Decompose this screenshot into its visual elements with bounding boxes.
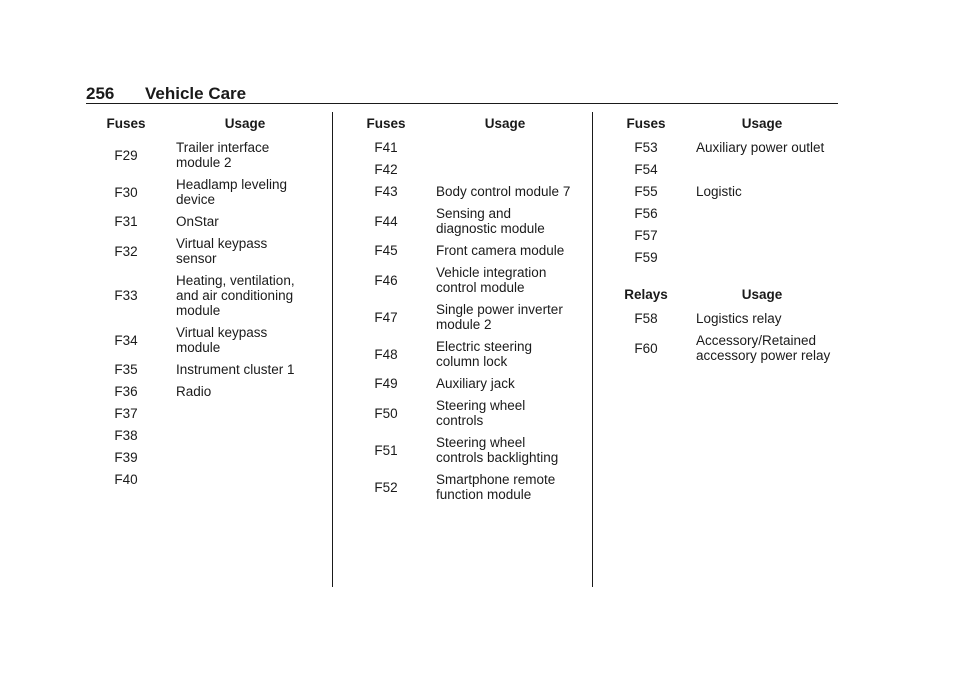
fuse-code: F31: [114, 214, 138, 229]
fuse-usage: [426, 137, 584, 159]
usage-line: accessory power relay: [696, 348, 831, 363]
usage-line: Trailer interface: [176, 140, 270, 155]
fuse-usage: [166, 211, 324, 233]
fuse-usage: [686, 247, 838, 269]
fuse-usage: [166, 469, 324, 491]
fuse-column-3: [606, 112, 838, 367]
fuse-code: F33: [114, 288, 138, 303]
fuse-code: F29: [114, 147, 138, 163]
usage-line: module 2: [176, 155, 232, 170]
table-header-row: [346, 112, 584, 137]
usage-line: Sensing and: [436, 206, 512, 221]
fuse-column-2: [346, 112, 584, 506]
fuse-usage: [166, 137, 324, 174]
usage-line: Radio: [176, 384, 212, 399]
table-row: [606, 308, 838, 330]
fuse-code: F56: [634, 206, 658, 221]
table-header-row: [606, 283, 838, 308]
fuse-code: F59: [634, 250, 658, 265]
table-row: [86, 469, 324, 491]
table-header-row: [86, 112, 324, 137]
fuse-usage: [686, 225, 838, 247]
fuse-usage: [426, 262, 584, 299]
usage-line: device: [176, 192, 216, 207]
fuse-code: F40: [114, 472, 138, 487]
usage-line: Single power inverter: [436, 302, 563, 317]
fuse-usage: [166, 381, 324, 403]
table-row: [86, 425, 324, 447]
page-number: 256: [86, 84, 115, 103]
table-row: [86, 359, 324, 381]
table-row: [86, 137, 324, 174]
usage-line: controls backlighting: [436, 450, 559, 465]
usage-line: Logistic: [696, 184, 742, 199]
usage-line: and air conditioning: [176, 288, 294, 303]
fuse-code: F34: [114, 332, 138, 348]
fuse-usage: [166, 174, 324, 211]
fuse-table: [86, 112, 324, 491]
table-row: [86, 233, 324, 270]
fuse-code: F50: [374, 405, 398, 421]
fuse-code: F36: [114, 384, 138, 399]
column-header-usage: Usage: [224, 116, 266, 131]
fuse-usage: [166, 359, 324, 381]
fuse-code: F46: [374, 272, 398, 288]
table-row: [346, 373, 584, 395]
fuse-code: F37: [114, 406, 138, 421]
fuse-code: F57: [634, 228, 658, 243]
fuse-code: F45: [374, 243, 398, 258]
table-row: [606, 247, 838, 269]
table-row: [86, 174, 324, 211]
fuse-column-1: [86, 112, 324, 491]
fuse-usage: [426, 432, 584, 469]
table-header-row: [606, 112, 838, 137]
column-header-usage: Usage: [741, 116, 783, 131]
table-row: [606, 159, 838, 181]
usage-line: Body control module 7: [436, 184, 571, 199]
usage-line: module: [176, 303, 221, 318]
fuse-usage: [686, 308, 838, 330]
usage-line: Virtual keypass: [176, 325, 268, 340]
fuse-table: [346, 112, 584, 506]
fuse-usage: [166, 403, 324, 425]
usage-line: Virtual keypass: [176, 236, 268, 251]
fuse-code: F48: [374, 346, 398, 362]
fuse-usage: [686, 330, 838, 367]
usage-line: Vehicle integration: [436, 265, 547, 280]
usage-line: Steering wheel: [436, 435, 526, 450]
table-row: [86, 447, 324, 469]
column-header-usage: Usage: [741, 287, 783, 302]
fuse-usage: [426, 299, 584, 336]
fuse-usage: [686, 181, 838, 203]
usage-line: Electric steering: [436, 339, 533, 354]
usage-line: module 2: [436, 317, 492, 332]
fuse-usage: [166, 425, 324, 447]
usage-line: controls: [436, 413, 484, 428]
fuse-usage: [426, 395, 584, 432]
table-row: [86, 211, 324, 233]
usage-line: Auxiliary jack: [436, 376, 515, 391]
table-row: [346, 395, 584, 432]
fuse-usage: [166, 447, 324, 469]
table-row: [346, 159, 584, 181]
fuse-code: F42: [374, 162, 398, 177]
fuse-code: F53: [634, 140, 658, 155]
fuse-usage: [166, 233, 324, 270]
usage-line: control module: [436, 280, 525, 295]
fuse-usage: [426, 469, 584, 506]
header-divider: [86, 103, 838, 104]
table-row: [346, 137, 584, 159]
section-title: Vehicle Care: [145, 84, 247, 103]
column-divider: [592, 112, 593, 587]
column-divider: [332, 112, 333, 587]
usage-line: Steering wheel: [436, 398, 526, 413]
fuse-code: F43: [374, 184, 398, 199]
fuse-usage: [686, 203, 838, 225]
fuse-code: F39: [114, 450, 138, 465]
column-header-code: Relays: [624, 287, 668, 302]
table-row: [606, 203, 838, 225]
fuse-usage: [166, 270, 324, 322]
column-header-code: Fuses: [626, 116, 666, 131]
fuse-table: [606, 112, 838, 269]
fuse-usage: [426, 240, 584, 262]
fuse-code: F44: [374, 213, 398, 229]
table-row: [346, 203, 584, 240]
table-row: [86, 322, 324, 359]
table-row: [606, 330, 838, 367]
fuse-usage: [426, 373, 584, 395]
table-row: [606, 181, 838, 203]
column-header-usage: Usage: [484, 116, 526, 131]
fuse-usage: [426, 159, 584, 181]
table-row: [346, 336, 584, 373]
table-row: [346, 299, 584, 336]
table-row: [86, 270, 324, 322]
fuse-usage: [686, 159, 838, 181]
usage-line: Instrument cluster 1: [176, 362, 295, 377]
usage-line: function module: [436, 487, 532, 502]
table-row: [86, 381, 324, 403]
table-row: [606, 225, 838, 247]
table-row: [346, 469, 584, 506]
usage-line: Heating, ventilation,: [176, 273, 295, 288]
relay-table: [606, 283, 838, 367]
fuse-usage: [686, 137, 838, 159]
fuse-code: F54: [634, 162, 658, 177]
usage-line: Logistics relay: [696, 311, 782, 326]
fuse-usage: [426, 336, 584, 373]
fuse-code: F52: [374, 479, 398, 495]
usage-line: Headlamp leveling: [176, 177, 288, 192]
column-header-code: Fuses: [366, 116, 406, 131]
usage-line: OnStar: [176, 214, 219, 229]
fuse-code: F55: [634, 184, 658, 199]
fuse-code: F51: [374, 442, 398, 458]
fuse-code: F58: [634, 311, 658, 326]
fuse-usage: [166, 322, 324, 359]
usage-line: Smartphone remote: [436, 472, 556, 487]
fuse-code: F35: [114, 362, 138, 377]
usage-line: Accessory/Retained: [696, 333, 817, 348]
column-header-code: Fuses: [106, 116, 146, 131]
fuse-usage: [426, 181, 584, 203]
fuse-code: F47: [374, 309, 398, 325]
fuse-code: F41: [374, 140, 398, 155]
table-row: [346, 240, 584, 262]
fuse-code: F60: [634, 340, 658, 356]
usage-line: Auxiliary power outlet: [696, 140, 825, 155]
usage-line: diagnostic module: [436, 221, 545, 236]
usage-line: Front camera module: [436, 243, 565, 258]
table-row: [606, 137, 838, 159]
fuse-code: F49: [374, 376, 398, 391]
table-row: [346, 262, 584, 299]
fuse-usage: [426, 203, 584, 240]
usage-line: column lock: [436, 354, 508, 369]
usage-line: module: [176, 340, 221, 355]
page-header: [86, 84, 838, 104]
table-row: [86, 403, 324, 425]
fuse-code: F32: [114, 243, 138, 259]
usage-line: sensor: [176, 251, 217, 266]
fuse-code: F38: [114, 428, 138, 443]
table-row: [346, 432, 584, 469]
fuse-code: F30: [114, 184, 138, 200]
table-row: [346, 181, 584, 203]
